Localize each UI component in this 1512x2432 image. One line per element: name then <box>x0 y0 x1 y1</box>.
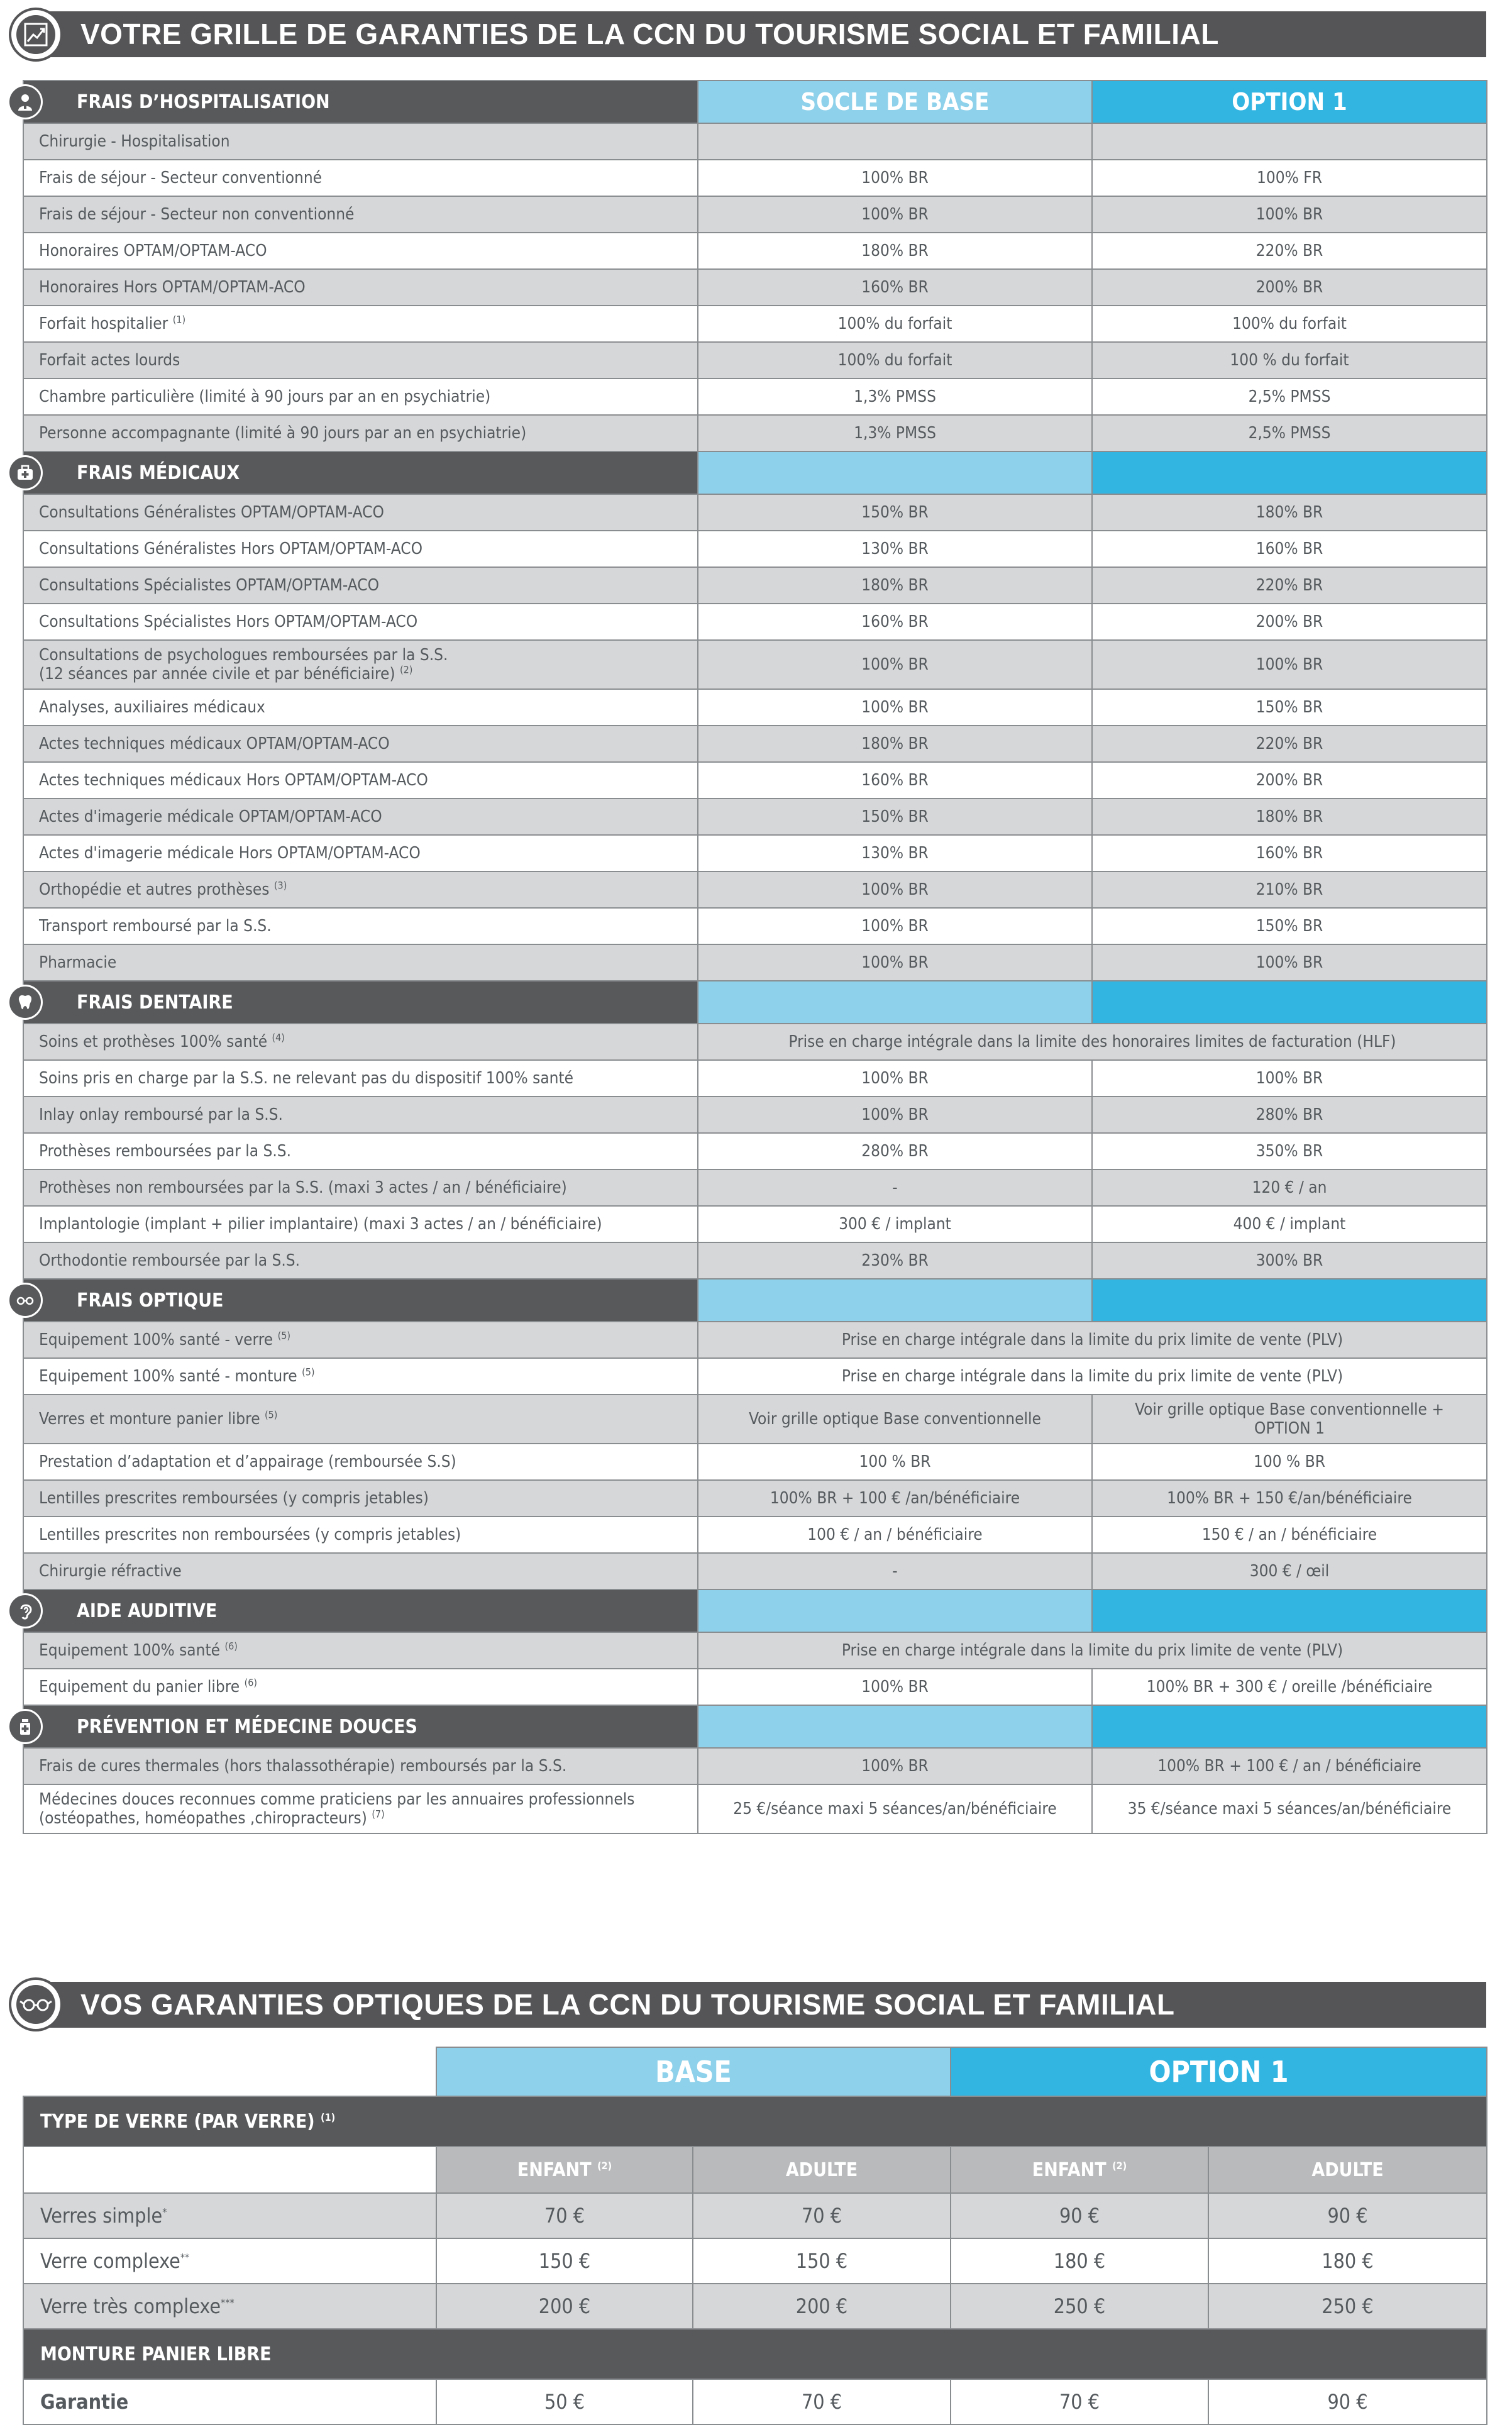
table-row <box>23 871 1487 908</box>
row-label: Pharmacie <box>23 944 698 981</box>
table-row <box>23 306 1487 342</box>
option-column-band <box>1092 1705 1487 1748</box>
option-value: 2,5% PMSS <box>1092 415 1487 451</box>
table-row <box>23 640 1487 689</box>
section-title: FRAIS OPTIQUE <box>23 1279 698 1322</box>
option-value: 100 % BR <box>1092 1444 1487 1480</box>
row-label: Personne accompagnante (limité à 90 jours par an en psychiatrie) <box>23 415 698 451</box>
socle-column-band <box>698 1589 1092 1632</box>
option-value: 150 € / an / bénéficiaire <box>1092 1517 1487 1553</box>
lens-price: 90 € <box>951 2193 1208 2238</box>
optique-title-banner <box>23 1982 1486 2028</box>
row-label: Actes d'imagerie médicale Hors OPTAM/OPTAM-ACO <box>23 835 698 871</box>
glasses-icon <box>8 1283 43 1318</box>
tooth-icon <box>8 985 43 1020</box>
socle-value <box>698 123 1092 160</box>
socle-value: 300 € / implant <box>698 1206 1092 1242</box>
option-value: 220% BR <box>1092 233 1487 269</box>
row-label: Consultations Généralistes Hors OPTAM/OPTAM-ACO <box>23 531 698 567</box>
socle-value: 100% BR <box>698 908 1092 944</box>
socle-value: 180% BR <box>698 233 1092 269</box>
lens-price: 180 € <box>1208 2238 1487 2284</box>
row-label: Lentilles prescrites remboursées (y compris jetables) <box>23 1480 698 1517</box>
footnote-ref: (4) <box>272 1031 285 1044</box>
option-value: 2,5% PMSS <box>1092 379 1487 415</box>
base-header: BASE <box>436 2047 951 2096</box>
option-column-band <box>1092 1279 1487 1322</box>
row-label: Honoraires Hors OPTAM/OPTAM-ACO <box>23 269 698 306</box>
socle-value: 180% BR <box>698 567 1092 604</box>
row-label: Implantologie (implant + pilier implantaire) (maxi 3 actes / an / bénéficiaire) <box>23 1206 698 1242</box>
footnote-ref: (5) <box>265 1408 278 1421</box>
socle-column-band <box>698 981 1092 1024</box>
socle-value: 150% BR <box>698 494 1092 531</box>
table-row <box>23 1169 1487 1206</box>
garantie-label: Garantie <box>23 2379 436 2424</box>
table-row <box>23 1632 1487 1669</box>
table-row <box>23 1553 1487 1589</box>
option-value: 220% BR <box>1092 726 1487 762</box>
footnote-ref: *** <box>221 2296 235 2309</box>
table-row <box>23 196 1487 233</box>
section-title: PRÉVENTION ET MÉDECINE DOUCES <box>23 1705 698 1748</box>
option-1-header: OPTION 1 <box>1092 80 1487 123</box>
row-label: Consultations Généralistes OPTAM/OPTAM-ACO <box>23 494 698 531</box>
lens-row <box>23 2193 1487 2238</box>
socle-value: 100% BR + 100 € /an/bénéficiaire <box>698 1480 1092 1517</box>
table-row <box>23 269 1487 306</box>
footnote-ref: (2) <box>1112 2159 1127 2172</box>
age-column-header: ADULTE <box>1208 2147 1487 2193</box>
garantie-price: 70 € <box>693 2379 951 2424</box>
socle-value: 230% BR <box>698 1242 1092 1279</box>
socle-value: 150% BR <box>698 799 1092 835</box>
option-value: 100% BR <box>1092 640 1487 689</box>
merged-value: Prise en charge intégrale dans la limite du prix limite de vente (PLV) <box>698 1358 1487 1395</box>
table-row <box>23 1097 1487 1133</box>
footnote-ref: (6) <box>244 1676 257 1689</box>
table-row <box>23 1242 1487 1279</box>
table-row <box>23 415 1487 451</box>
table-row <box>23 1395 1487 1444</box>
socle-value: 100% BR <box>698 1669 1092 1705</box>
footnote-ref: (1) <box>172 313 186 326</box>
socle-value: 25 €/séance maxi 5 séances/an/bénéficiaire <box>698 1784 1092 1833</box>
row-label: Frais de séjour - Secteur non conventionné <box>23 196 698 233</box>
option-value: 100% du forfait <box>1092 306 1487 342</box>
row-label: Consultations Spécialistes Hors OPTAM/OPTAM-ACO <box>23 604 698 640</box>
socle-value: 160% BR <box>698 269 1092 306</box>
socle-value: Voir grille optique Base conventionnelle <box>698 1395 1092 1444</box>
socle-value: 100% BR <box>698 196 1092 233</box>
socle-value: 100 € / an / bénéficiaire <box>698 1517 1092 1553</box>
monture-header: MONTURE PANIER LIBRE <box>23 2329 1487 2379</box>
row-label: Chirurgie réfractive <box>23 1553 698 1589</box>
section-title: FRAIS MÉDICAUX <box>23 451 698 494</box>
table-row <box>23 1024 1487 1060</box>
socle-value: 100% BR <box>698 1748 1092 1784</box>
merged-value: Prise en charge intégrale dans la limite du prix limite de vente (PLV) <box>698 1632 1487 1669</box>
garantie-price: 50 € <box>436 2379 693 2424</box>
table-row <box>23 689 1487 726</box>
socle-column-band <box>698 1279 1092 1322</box>
option-value: 100% BR + 300 € / oreille /bénéficiaire <box>1092 1669 1487 1705</box>
section-header-row <box>23 1589 1487 1632</box>
section-header-row <box>23 80 1487 123</box>
socle-value: 1,3% PMSS <box>698 379 1092 415</box>
table-row <box>23 342 1487 379</box>
lens-price: 70 € <box>693 2193 951 2238</box>
row-label: Lentilles prescrites non remboursées (y compris jetables) <box>23 1517 698 1553</box>
footnote-ref: (7) <box>372 1808 385 1820</box>
option-value: 200% BR <box>1092 269 1487 306</box>
age-column-header: ADULTE <box>693 2147 951 2193</box>
table-row <box>23 1322 1487 1358</box>
section-header-row <box>23 451 1487 494</box>
socle-value: 100% BR <box>698 944 1092 981</box>
row-label: Chirurgie - Hospitalisation <box>23 123 698 160</box>
table-row <box>23 379 1487 415</box>
socle-value: 160% BR <box>698 604 1092 640</box>
row-label: Chambre particulière (limité à 90 jours par an en psychiatrie) <box>23 379 698 415</box>
option-value: 100 % du forfait <box>1092 342 1487 379</box>
section-title: FRAIS D’HOSPITALISATION <box>23 80 698 123</box>
lens-type: Verre complexe** <box>23 2238 436 2284</box>
row-label: Orthodontie remboursée par la S.S. <box>23 1242 698 1279</box>
option-value: 300% BR <box>1092 1242 1487 1279</box>
table-row <box>23 567 1487 604</box>
option-value <box>1092 123 1487 160</box>
option-value: 300 € / œil <box>1092 1553 1487 1589</box>
table-row <box>23 1748 1487 1784</box>
row-label: Orthopédie et autres prothèses $^{(3)}$ <box>23 871 698 908</box>
table-row <box>23 494 1487 531</box>
row-label: Forfait actes lourds <box>23 342 698 379</box>
row-label: Honoraires OPTAM/OPTAM-ACO <box>23 233 698 269</box>
table-row <box>23 799 1487 835</box>
socle-value: 100 % BR <box>698 1444 1092 1480</box>
row-label: Actes techniques médicaux Hors OPTAM/OPTAM-ACO <box>23 762 698 799</box>
lens-price: 250 € <box>951 2284 1208 2329</box>
row-label: Prestation d’adaptation et d’appairage (remboursée S.S) <box>23 1444 698 1480</box>
socle-value: 130% BR <box>698 531 1092 567</box>
section-title: AIDE AUDITIVE <box>23 1589 698 1632</box>
option-value: 350% BR <box>1092 1133 1487 1169</box>
footnote-ref: (6) <box>224 1640 238 1652</box>
lens-price: 70 € <box>436 2193 693 2238</box>
row-label: Inlay onlay remboursé par la S.S. <box>23 1097 698 1133</box>
section-header-row <box>23 981 1487 1024</box>
table-row <box>23 160 1487 196</box>
socle-value: 160% BR <box>698 762 1092 799</box>
socle-value: 1,3% PMSS <box>698 415 1092 451</box>
table-row <box>23 531 1487 567</box>
table-row <box>23 1060 1487 1097</box>
merged-value: Prise en charge intégrale dans la limite du prix limite de vente (PLV) <box>698 1322 1487 1358</box>
table-row <box>23 762 1487 799</box>
lens-row <box>23 2238 1487 2284</box>
option-column-band <box>1092 451 1487 494</box>
section-header-row <box>23 1279 1487 1322</box>
table-row <box>23 1358 1487 1395</box>
option-header: OPTION 1 <box>951 2047 1487 2096</box>
socle-column-band <box>698 1705 1092 1748</box>
ear-icon <box>8 1593 43 1628</box>
footnote-ref: (3) <box>273 879 287 892</box>
section-header-row <box>23 1705 1487 1748</box>
lens-type: Verres simple* <box>23 2193 436 2238</box>
row-label: Consultations de psychologues remboursées par la S.S. (12 séances par année civile et par bénéficiaire) $^{(2)}$ <box>23 640 698 689</box>
option-value: 210% BR <box>1092 871 1487 908</box>
socle-value: 180% BR <box>698 726 1092 762</box>
row-label: Actes d'imagerie médicale OPTAM/OPTAM-ACO <box>23 799 698 835</box>
option-column-band <box>1092 981 1487 1024</box>
doctor-icon <box>8 84 43 119</box>
socle-value: 100% BR <box>698 640 1092 689</box>
footnote-ref: (2) <box>597 2159 612 2172</box>
garantie-price: 70 € <box>951 2379 1208 2424</box>
option-value: 280% BR <box>1092 1097 1487 1133</box>
glasses-icon <box>9 1977 63 2031</box>
lens-price: 250 € <box>1208 2284 1487 2329</box>
socle-value: 100% du forfait <box>698 342 1092 379</box>
option-value: 100% BR + 100 € / an / bénéficiaire <box>1092 1748 1487 1784</box>
socle-value: 100% BR <box>698 689 1092 726</box>
lens-price: 90 € <box>1208 2193 1487 2238</box>
option-value: 100% BR <box>1092 1060 1487 1097</box>
option-value: 200% BR <box>1092 604 1487 640</box>
row-label: Consultations Spécialistes OPTAM/OPTAM-ACO <box>23 567 698 604</box>
merged-value: Prise en charge intégrale dans la limite des honoraires limites de facturation (HLF) <box>698 1024 1487 1060</box>
row-label: Soins pris en charge par la S.S. ne relevant pas du dispositif 100% santé <box>23 1060 698 1097</box>
row-label: Transport remboursé par la S.S. <box>23 908 698 944</box>
chart-trend-icon <box>9 8 63 62</box>
row-label: Prothèses non remboursées par la S.S. (maxi 3 actes / an / bénéficiaire) <box>23 1169 698 1206</box>
socle-value: 130% BR <box>698 835 1092 871</box>
option-value: 150% BR <box>1092 908 1487 944</box>
row-label: Prothèses remboursées par la S.S. <box>23 1133 698 1169</box>
guarantees-table <box>23 80 1487 1834</box>
lens-type: Verre très complexe*** <box>23 2284 436 2329</box>
socle-de-base-header: SOCLE DE BASE <box>698 80 1092 123</box>
row-label: Forfait hospitalier $^{(1)}$ <box>23 306 698 342</box>
medicine-bottle-icon <box>8 1709 43 1744</box>
socle-value: 100% du forfait <box>698 306 1092 342</box>
table-row <box>23 1206 1487 1242</box>
table-row <box>23 1669 1487 1705</box>
option-value: 220% BR <box>1092 567 1487 604</box>
row-label: Equipement du panier libre $^{(6)}$ <box>23 1669 698 1705</box>
table-row <box>23 1480 1487 1517</box>
grid-title: VOTRE GRILLE DE GARANTIES DE LA CCN DU TOURISME SOCIAL ET FAMILIAL <box>80 18 1219 50</box>
socle-value: - <box>698 1553 1092 1589</box>
lens-price: 200 € <box>693 2284 951 2329</box>
row-label: Soins et prothèses 100% santé $^{(4)}$ <box>23 1024 698 1060</box>
socle-value: 100% BR <box>698 1060 1092 1097</box>
lens-row <box>23 2284 1487 2329</box>
table-row <box>23 1444 1487 1480</box>
socle-value: 100% BR <box>698 1097 1092 1133</box>
footnote-ref: ** <box>180 2251 190 2263</box>
table-row <box>23 1133 1487 1169</box>
row-label: Actes techniques médicaux OPTAM/OPTAM-ACO <box>23 726 698 762</box>
option-value: 180% BR <box>1092 799 1487 835</box>
table-row <box>23 233 1487 269</box>
option-value: 150% BR <box>1092 689 1487 726</box>
footnote-ref: (5) <box>277 1329 290 1342</box>
socle-value: 280% BR <box>698 1133 1092 1169</box>
option-value: 100% BR <box>1092 196 1487 233</box>
row-label: Médecines douces reconnues comme praticiens par les annuaires professionnels (ostéopathes, homéopathes ,chiropracteurs) $^{(7)}$ <box>23 1784 698 1833</box>
table-row <box>23 1784 1487 1833</box>
footnote-ref: (2) <box>400 663 413 676</box>
row-label: Frais de séjour - Secteur conventionné <box>23 160 698 196</box>
option-value: 100% BR + 150 €/an/bénéficiaire <box>1092 1480 1487 1517</box>
option-value: 200% BR <box>1092 762 1487 799</box>
option-value: 120 € / an <box>1092 1169 1487 1206</box>
socle-value: 100% BR <box>698 160 1092 196</box>
footnote-ref: * <box>162 2206 167 2218</box>
section-title: FRAIS DENTAIRE <box>23 981 698 1024</box>
option-value: 180% BR <box>1092 494 1487 531</box>
option-value: 160% BR <box>1092 835 1487 871</box>
table-row <box>23 908 1487 944</box>
row-label: Frais de cures thermales (hors thalassothérapie) remboursés par la S.S. <box>23 1748 698 1784</box>
table-row <box>23 1517 1487 1553</box>
socle-value: - <box>698 1169 1092 1206</box>
grid-title-banner <box>23 11 1486 57</box>
footnote-ref: (5) <box>302 1366 315 1378</box>
optique-title: VOS GARANTIES OPTIQUES DE LA CCN DU TOURISME SOCIAL ET FAMILIAL <box>80 1988 1175 2021</box>
type-verre-header: TYPE DE VERRE (PAR VERRE) $^{(1)}$ <box>23 2096 1487 2147</box>
table-row <box>23 604 1487 640</box>
row-label: Equipement 100% santé - monture $^{(5)}$ <box>23 1358 698 1395</box>
option-value: 100% BR <box>1092 944 1487 981</box>
socle-column-band <box>698 451 1092 494</box>
table-row <box>23 944 1487 981</box>
lens-price: 150 € <box>693 2238 951 2284</box>
row-label: Analyses, auxiliaires médicaux <box>23 689 698 726</box>
garantie-row <box>23 2379 1487 2424</box>
row-label: Equipement 100% santé $^{(6)}$ <box>23 1632 698 1669</box>
medical-bag-icon <box>8 455 43 490</box>
option-value: 100% FR <box>1092 160 1487 196</box>
age-column-header: ENFANT $^{(2)}$ <box>436 2147 693 2193</box>
table-row <box>23 123 1487 160</box>
option-value: 400 € / implant <box>1092 1206 1487 1242</box>
optique-table <box>23 2047 1487 2425</box>
monture-header-row <box>23 2329 1487 2379</box>
option-value: Voir grille optique Base conventionnelle + OPTION 1 <box>1092 1395 1487 1444</box>
lens-price: 180 € <box>951 2238 1208 2284</box>
lens-price: 200 € <box>436 2284 693 2329</box>
garantie-price: 90 € <box>1208 2379 1487 2424</box>
table-row <box>23 726 1487 762</box>
lens-price: 150 € <box>436 2238 693 2284</box>
socle-value: 100% BR <box>698 871 1092 908</box>
row-label: Verres et monture panier libre $^{(5)}$ <box>23 1395 698 1444</box>
option-value: 160% BR <box>1092 531 1487 567</box>
table-row <box>23 835 1487 871</box>
option-value: 35 €/séance maxi 5 séances/an/bénéficiaire <box>1092 1784 1487 1833</box>
option-column-band <box>1092 1589 1487 1632</box>
age-column-header: ENFANT $^{(2)}$ <box>951 2147 1208 2193</box>
row-label: Equipement 100% santé - verre $^{(5)}$ <box>23 1322 698 1358</box>
